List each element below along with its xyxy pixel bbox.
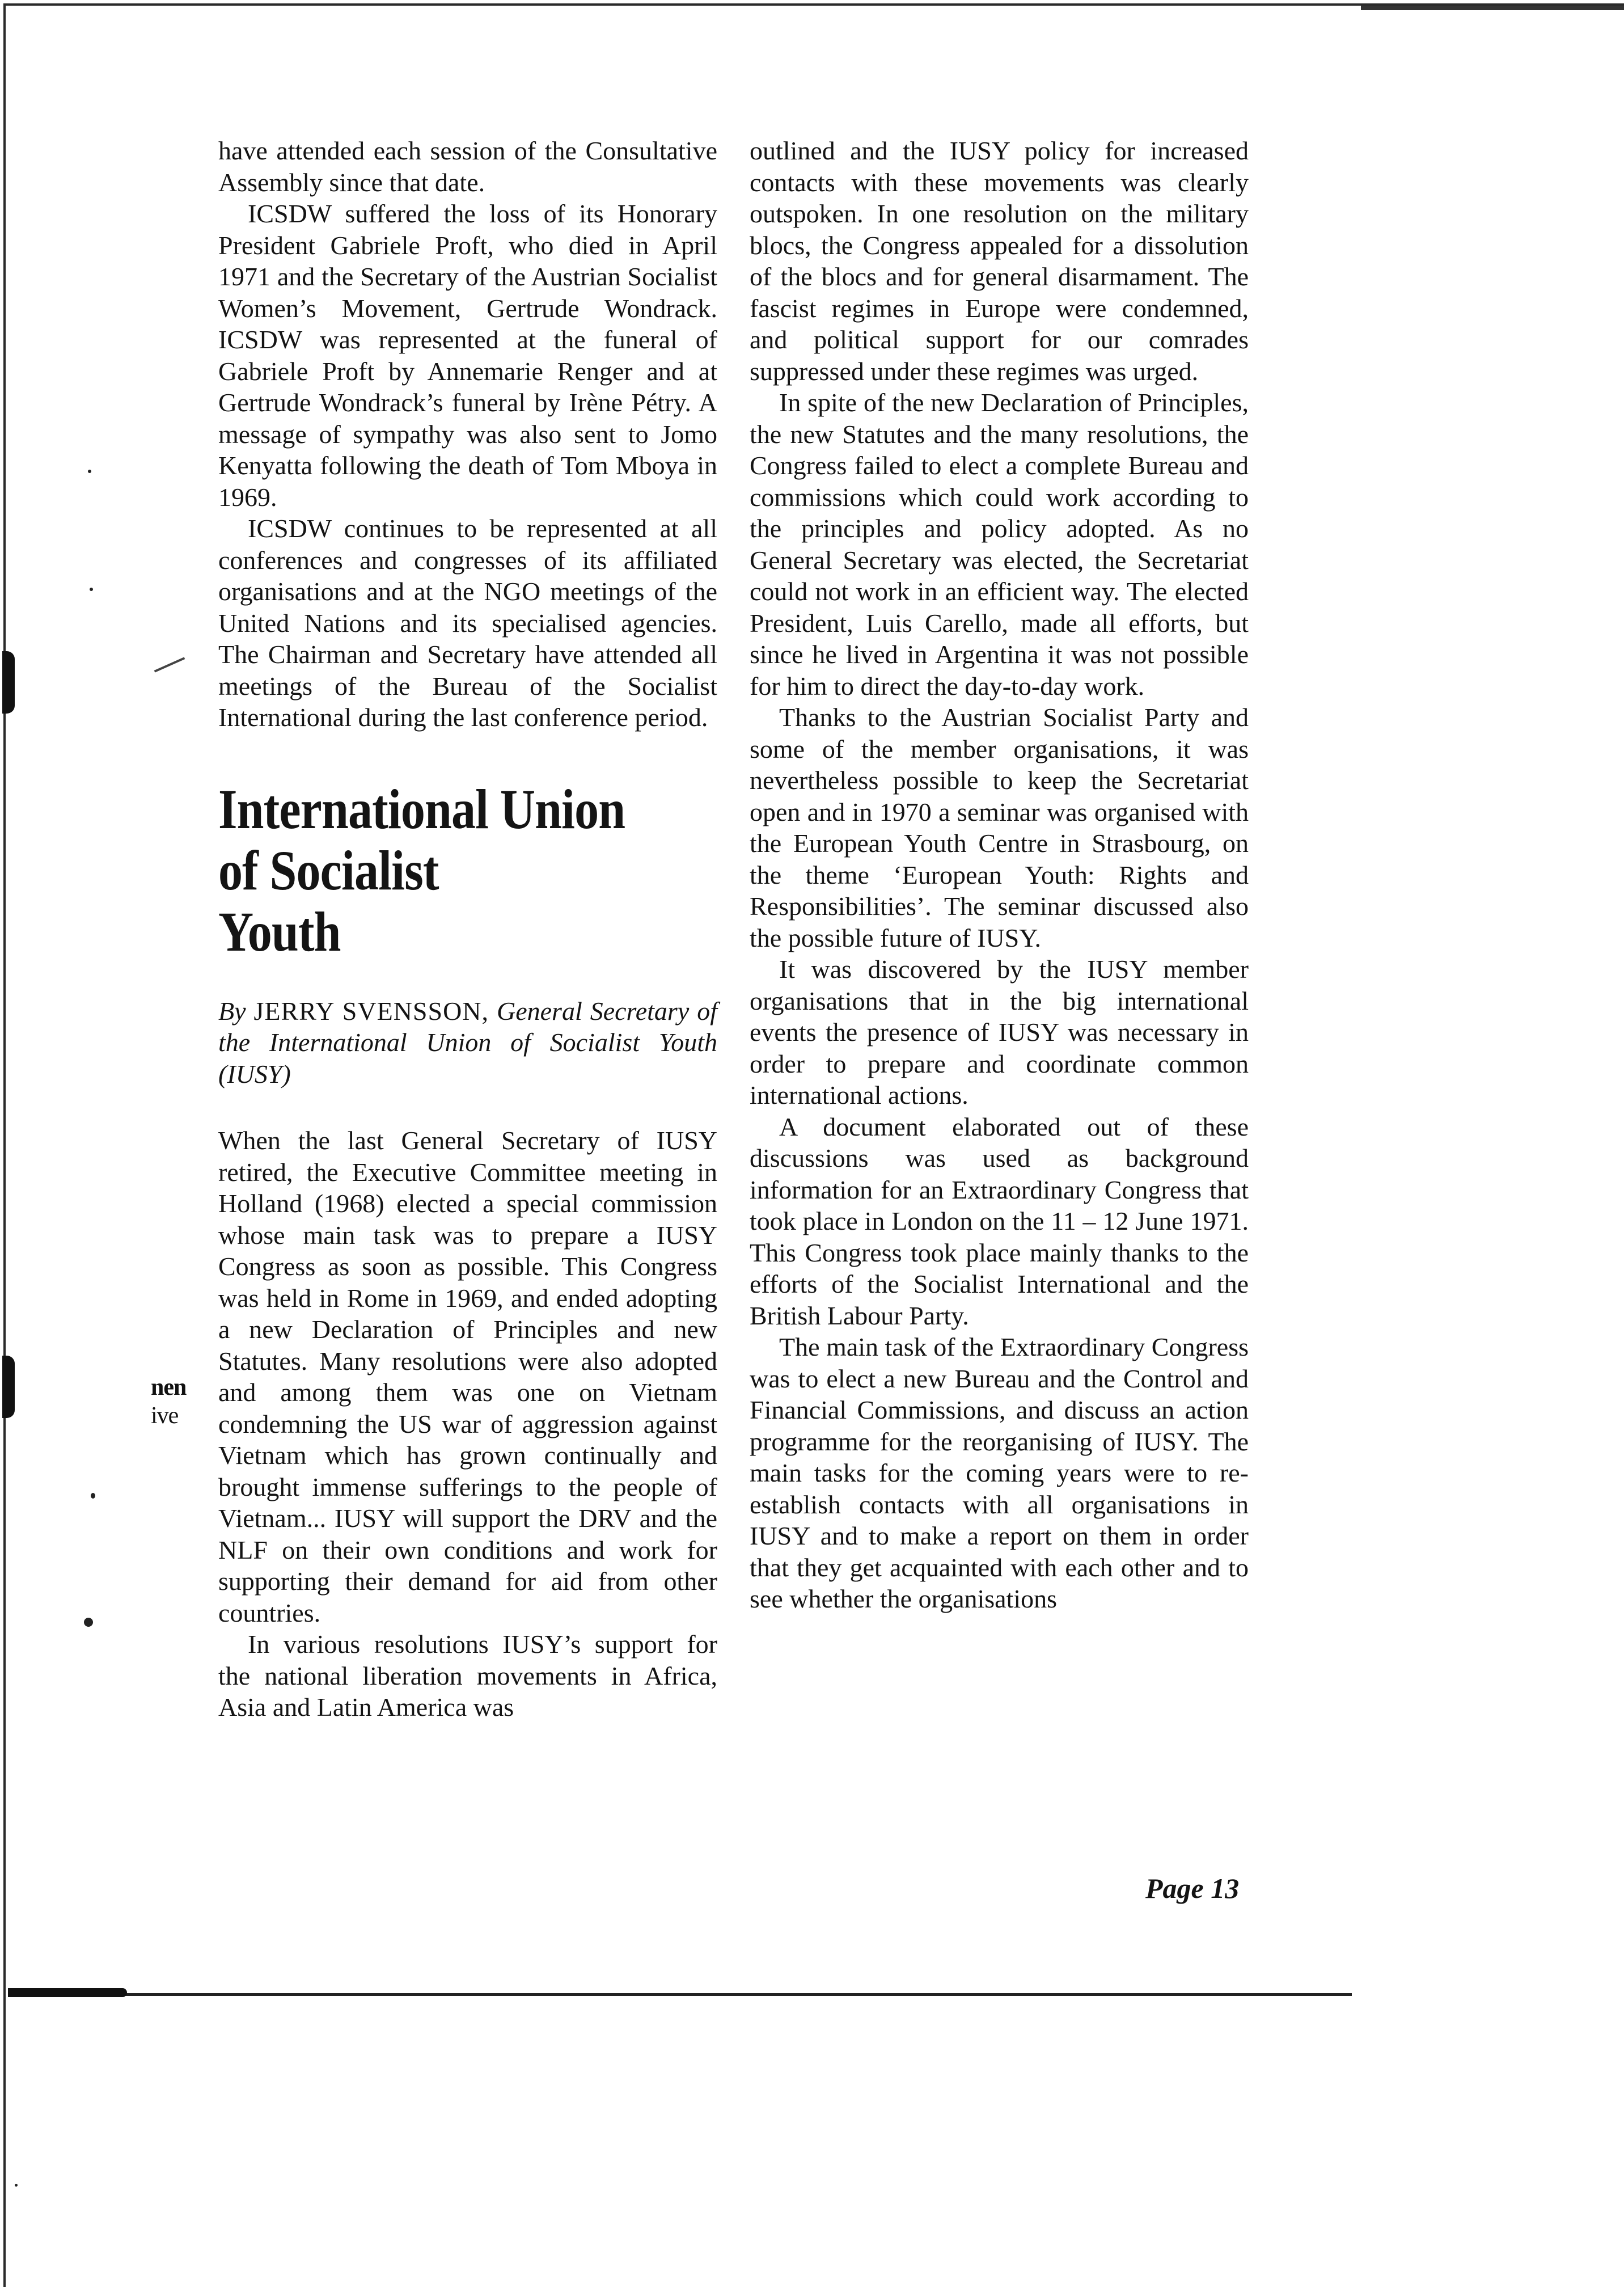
scan-speck	[91, 1493, 95, 1499]
paragraph: outlined and the IUSY policy for increased contacts with these movements was clearly outspoken. In one resolution on the military blocs, the Congress appealed for a dissolution of the blocs and for general disarmament. The fascist regimes in Europe were condemned, and political support for our comrades suppressed under these regimes was urged.	[750, 136, 1249, 386]
scan-edge-top-thick	[1361, 6, 1624, 10]
paragraph: In various resolutions IUSY’s support for the national liberation movements in Africa, Asia and Latin America was	[218, 1630, 717, 1721]
paragraph: A document elaborated out of these discussions was used as background information for an Extraordinary Congress that took place in London on the 11 – 12 June 1971. This Congress took place mainly thanks to the efforts of the Socialist International and the British Labour Party.	[750, 1112, 1249, 1330]
scan-speck	[88, 470, 91, 473]
paragraph: ICSDW continues to be represented at all conferences and congresses of its affiliated organisations and at the NGO meetings of the United Nations and its specialised agencies. The Chairman and Secretary have attended all meetings of the Bureau of the Socialist International during the last conference period.	[218, 514, 717, 732]
scan-speck	[84, 1618, 93, 1627]
paragraph: When the last General Secretary of IUSY retired, the Executive Committee meeting in Holland (1968) elected a special commission whose main task was to prepare a IUSY Congress as soon as possible. This Congress was held in Rome in 1969, and ended adopting a new Declaration of Principles and new Statutes. Many resolutions were also adopted and among them was one on Vietnam condemning the US war of aggression against Vietnam which has grown continually and brought immense sufferings to the people of Vietnam... IUSY will support the DRV and the NLF on their own conditions and work for supporting their demand for aid from other countries.	[218, 1126, 717, 1627]
binding-hole-mark	[2, 651, 15, 714]
page-number: Page 13	[1145, 1872, 1240, 1904]
paragraph: have attended each session of the Consultative Assembly since that date.	[218, 136, 717, 197]
byline	[218, 995, 717, 1090]
paragraph: In spite of the new Declaration of Principles, the new Statutes and the many resolutions, the Congress failed to elect a complete Bureau and commissions which could work according to the principles and policy adopted. As no General Secretary was elected, the Secretariat could not work in an efficient way. The elected President, Luis Carello, made all efforts, but since he lived in Argentina it was not possible for him to direct the day-to-day work.	[750, 388, 1249, 701]
left-column	[218, 135, 717, 1723]
scan-speck	[90, 588, 93, 591]
paragraph: Thanks to the Austrian Socialist Party and some of the member organisations, it was nevertheless possible to keep the Secretariat open and in 1970 a seminar was organised with the European Youth Centre in Strasbourg, on the theme ‘European Youth: Rights and Responsibilities’. The seminar discussed also the possible future of IUSY.	[750, 703, 1249, 952]
right-column	[750, 135, 1249, 1615]
margin-text-fragment: ive	[151, 1403, 179, 1429]
paragraph: It was discovered by the IUSY member organisations that in the big international events the presence of IUSY was necessary in order to prepare and coordinate common international actions.	[750, 955, 1249, 1109]
scan-speck	[15, 2184, 18, 2187]
paragraph: The main task of the Extraordinary Congress was to elect a new Bureau and the Control and Financial Commissions, and discuss an action programme for the reorganising of IUSY. The main tasks for the coming years were to re-establish contacts with all organisations in IUSY and to make a report on them in order that they get acquainted with each other and to see whether the organisations	[750, 1332, 1249, 1613]
heading-line: of Socialist	[218, 838, 439, 902]
heading-line: Youth	[218, 900, 341, 963]
margin-text-fragment: nen	[151, 1374, 187, 1400]
byline-author: JERRY SVENSSON,	[253, 996, 489, 1026]
byline-role: General Secretary of the International Union of Socialist Youth (IUSY)	[218, 996, 717, 1088]
article-heading	[218, 779, 716, 963]
margin-tick-mark	[154, 657, 185, 672]
scan-edge-bottom-hook	[8, 1988, 127, 1997]
scan-edge-bottom	[8, 1993, 1352, 1996]
heading-line: International Union	[218, 777, 625, 841]
binding-hole-mark	[2, 1356, 15, 1418]
scan-edge-left	[3, 3, 6, 2287]
byline-prefix: By	[218, 996, 246, 1026]
paragraph: ICSDW suffered the loss of its Honorary President Gabriele Proft, who died in April 1971 and the Secretary of the Austrian Socialist Women’s Movement, Gertrude Wondrack. ICSDW was represented at the funeral of Gabriele Proft by Annemarie Renger and at Gertrude Wondrack’s funeral by Irène Pétry. A message of sympathy was also sent to Jomo Kenyatta following the death of Tom Mboya in 1969.	[218, 199, 717, 512]
